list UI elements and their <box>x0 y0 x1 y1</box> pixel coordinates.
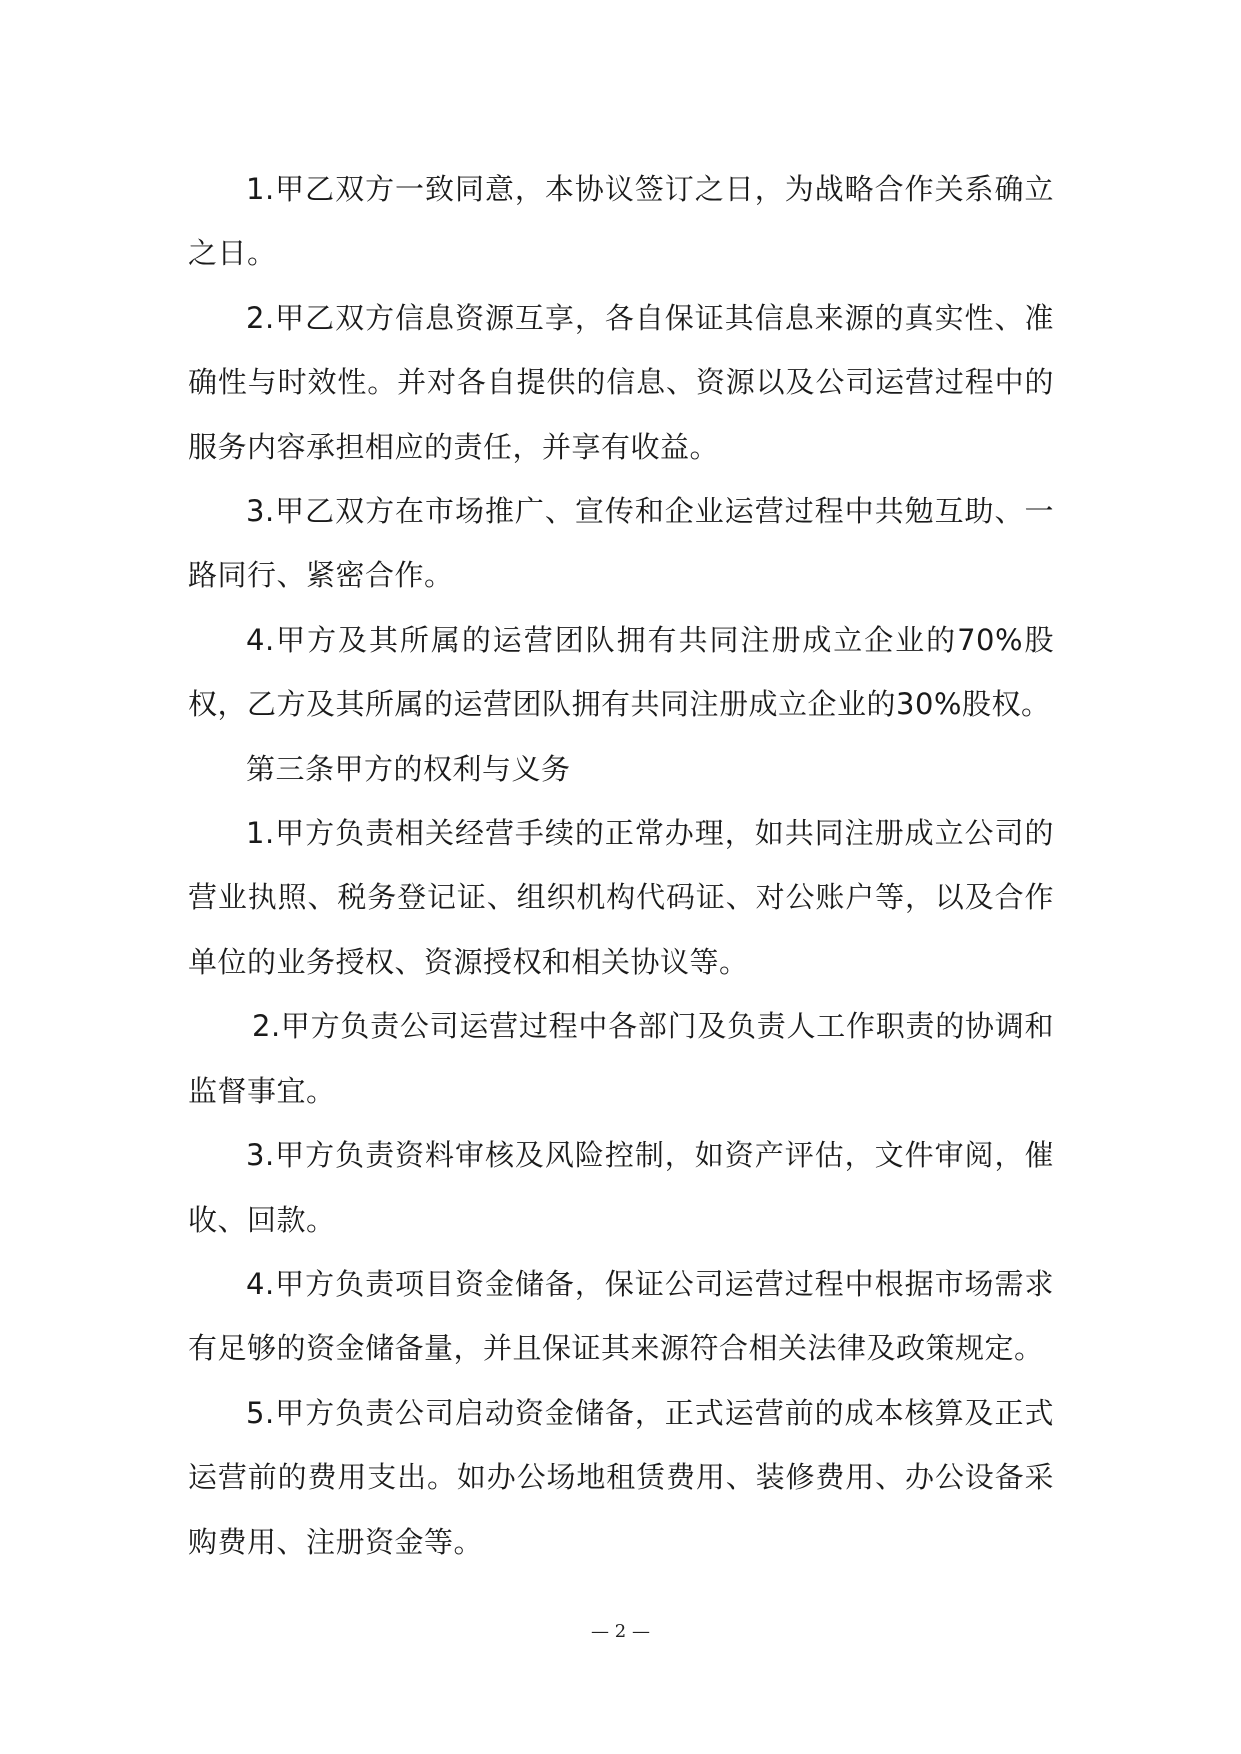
page-number: — 2 — <box>591 1621 650 1642</box>
clause-paragraph: 2.甲乙双方信息资源互享，各自保证其信息来源的真实性、准确性与时效性。并对各自提供的信息、资源以及公司运营过程中的服务内容承担相应的责任，并享有收益。 <box>188 300 1054 464</box>
document-body <box>188 157 1054 1574</box>
clause-paragraph: 2.甲方负责公司运营过程中各部门及负责人工作职责的协调和监督事宜。 <box>188 1009 1054 1108</box>
clause-paragraph: 5.甲方负责公司启动资金储备，正式运营前的成本核算及正式运营前的费用支出。如办公场地租赁费用、装修费用、办公设备采购费用、注册资金等。 <box>188 1395 1054 1559</box>
clause-paragraph: 3.甲方负责资料审核及风险控制，如资产评估，文件审阅，催收、回款。 <box>188 1138 1054 1237</box>
clause-paragraph: 4.甲方及其所属的运营团队拥有共同注册成立企业的70%股权，乙方及其所属的运营团队拥有共同注册成立企业的30%股权。 <box>188 622 1054 722</box>
clause-paragraph: 1.甲方负责相关经营手续的正常办理，如共同注册成立公司的营业执照、税务登记证、组织机构代码证、对公账户等，以及合作单位的业务授权、资源授权和相关协议等。 <box>188 816 1054 979</box>
clause-paragraph: 1.甲乙双方一致同意，本协议签订之日，为战略合作关系确立之日。 <box>188 172 1054 271</box>
clause-paragraph: 4.甲方负责项目资金储备，保证公司运营过程中根据市场需求有足够的资金储备量，并且保证其来源符合相关法律及政策规定。 <box>188 1266 1054 1366</box>
section-heading: 第三条甲方的权利与义务 <box>246 751 571 786</box>
clause-paragraph: 3.甲乙双方在市场推广、宣传和企业运营过程中共勉互助、一路同行、紧密合作。 <box>188 494 1054 593</box>
